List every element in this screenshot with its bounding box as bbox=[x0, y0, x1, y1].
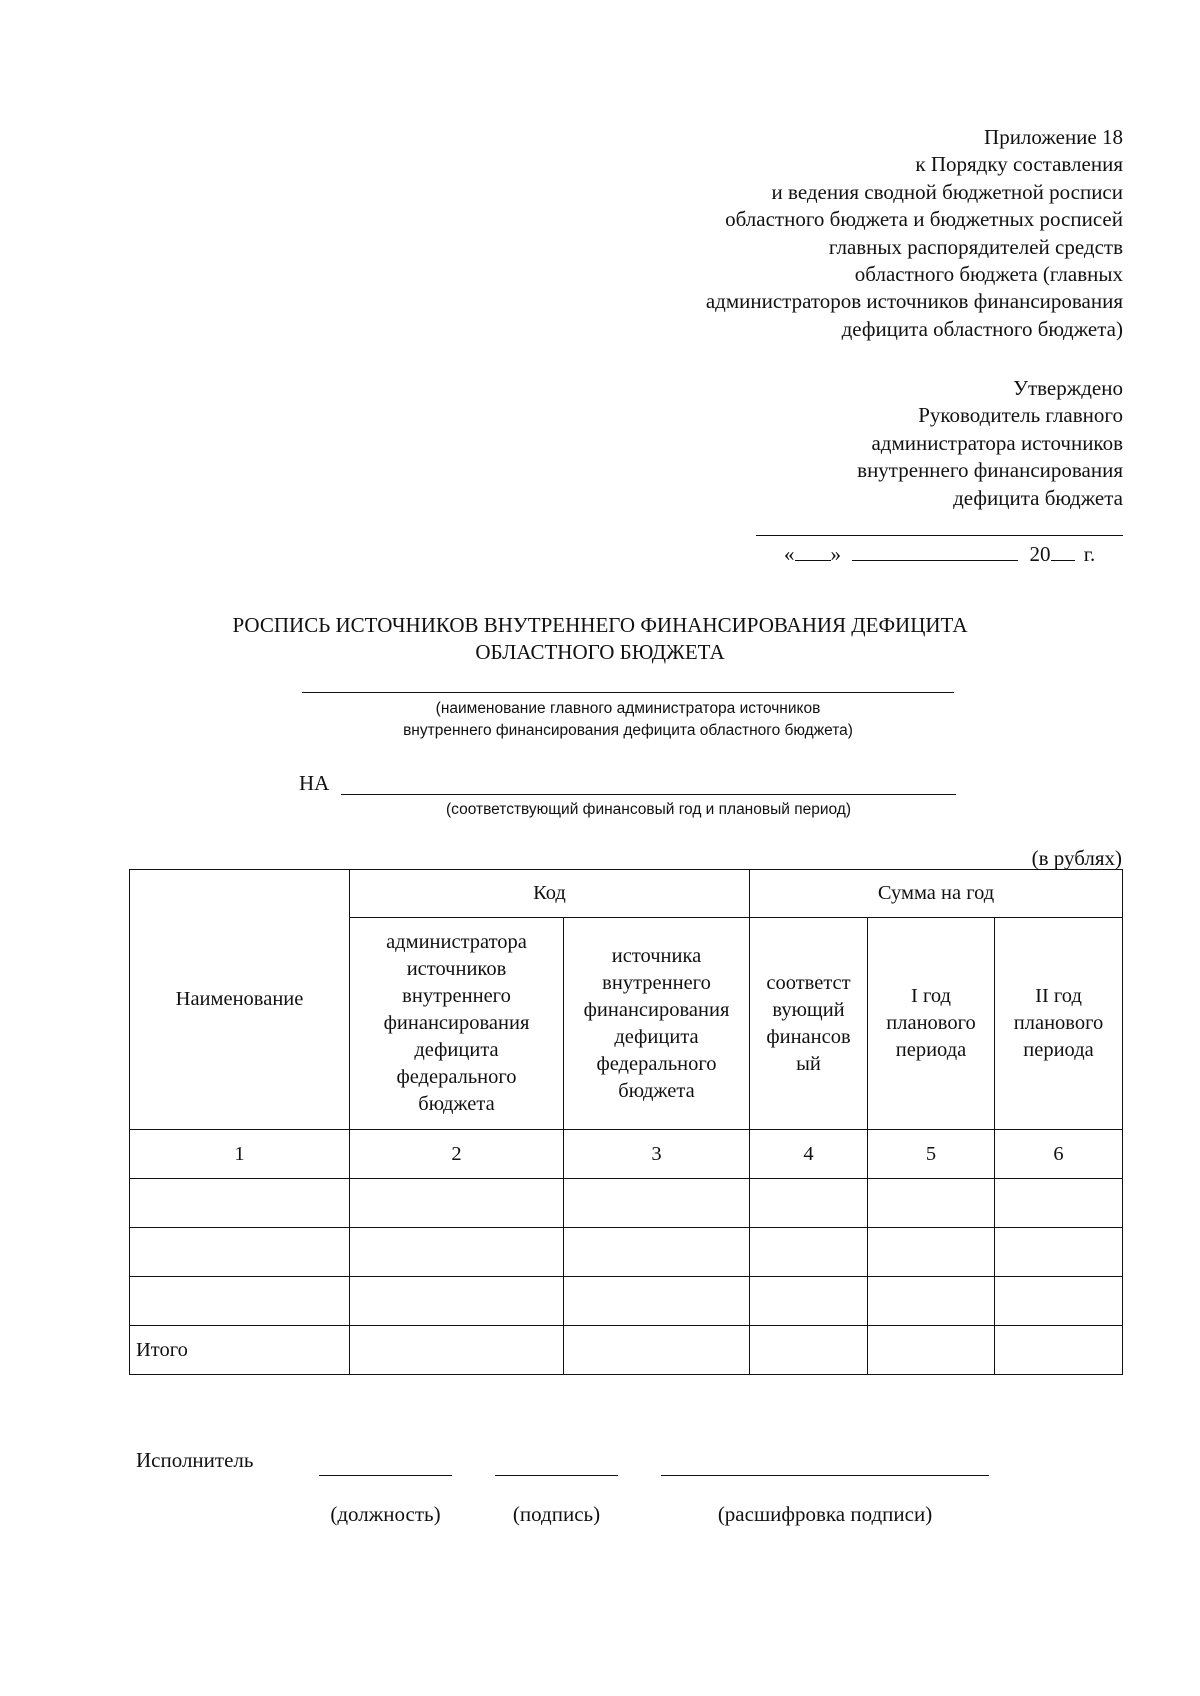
date-suffix: г. bbox=[1083, 542, 1096, 566]
budget-table bbox=[129, 869, 1123, 1375]
date-month-field[interactable] bbox=[852, 542, 1018, 561]
table-cell[interactable] bbox=[868, 1277, 995, 1326]
appendix-line: администраторов источников финансирования bbox=[705, 289, 1123, 314]
table-total-row bbox=[130, 1326, 1123, 1375]
table-cell[interactable] bbox=[350, 1228, 564, 1277]
table-cell[interactable] bbox=[564, 1277, 750, 1326]
sum-current-text: соответст вующий финансов ый bbox=[766, 971, 851, 1075]
approval-line: внутреннего финансирования bbox=[857, 458, 1123, 483]
table-cell[interactable] bbox=[868, 1326, 995, 1375]
table-row bbox=[130, 1228, 1123, 1277]
appendix-line: дефицита областного бюджета) bbox=[841, 316, 1123, 341]
header-sum-year2: II год планового периода bbox=[995, 918, 1123, 1130]
table-cell[interactable] bbox=[995, 1228, 1123, 1277]
appendix-line: областного бюджета (главных bbox=[854, 262, 1123, 287]
header-code-group: Код bbox=[350, 870, 750, 918]
date-year-prefix: 20 bbox=[1029, 542, 1051, 566]
total-label: Итого bbox=[130, 1326, 350, 1375]
period-prefix: НА bbox=[299, 771, 330, 795]
column-number: 6 bbox=[995, 1130, 1123, 1179]
table-row bbox=[130, 1277, 1123, 1326]
appendix-line: Приложение 18 bbox=[984, 125, 1123, 149]
date-quote-close: » bbox=[830, 542, 841, 566]
table-cell[interactable] bbox=[130, 1277, 350, 1326]
table-cell[interactable] bbox=[750, 1326, 868, 1375]
appendix-line: областного бюджета и бюджетных росписей bbox=[725, 207, 1123, 232]
table-cell[interactable] bbox=[350, 1277, 564, 1326]
date-quote-open: « bbox=[784, 542, 795, 566]
approval-line: Руководитель главного bbox=[918, 403, 1123, 428]
table-number-row bbox=[130, 1130, 1123, 1179]
approval-block bbox=[857, 375, 1123, 512]
approval-date bbox=[784, 540, 1095, 568]
column-number: 1 bbox=[130, 1130, 350, 1179]
administrator-name-field[interactable] bbox=[302, 692, 954, 693]
position-caption: (должность) bbox=[330, 1502, 441, 1526]
table-cell[interactable] bbox=[564, 1179, 750, 1228]
signature-decode-caption: (расшифровка подписи) bbox=[717, 1502, 933, 1526]
period-caption: (соответствующий финансовый год и плановый период) bbox=[446, 801, 851, 818]
appendix-line: к Порядку составления bbox=[915, 152, 1123, 177]
title-line: ОБЛАСТНОГО БЮДЖЕТА bbox=[475, 640, 725, 664]
table-cell[interactable] bbox=[564, 1228, 750, 1277]
approval-line: Утверждено bbox=[1013, 376, 1123, 400]
approver-signature-line[interactable] bbox=[756, 535, 1123, 536]
header-sum-group: Сумма на год bbox=[750, 870, 1123, 918]
appendix-line: и ведения сводной бюджетной росписи bbox=[771, 179, 1123, 204]
period-field[interactable] bbox=[341, 794, 956, 795]
table-cell[interactable] bbox=[995, 1277, 1123, 1326]
caption-line: внутреннего финансирования дефицита областного бюджета) bbox=[403, 722, 853, 739]
title-line: РОСПИСЬ ИСТОЧНИКОВ ВНУТРЕННЕГО ФИНАНСИРОВАНИЯ ДЕФИЦИТА bbox=[232, 613, 968, 637]
table-cell[interactable] bbox=[564, 1326, 750, 1375]
header-sum-current bbox=[750, 918, 868, 1130]
header-code-source: источника внутреннего финансирования дефицита федерального бюджета bbox=[564, 918, 750, 1130]
table-row bbox=[130, 1179, 1123, 1228]
table-cell[interactable] bbox=[750, 1228, 868, 1277]
table-cell[interactable] bbox=[868, 1228, 995, 1277]
table-cell[interactable] bbox=[750, 1179, 868, 1228]
units-label: (в рублях) bbox=[1031, 846, 1122, 870]
position-field[interactable] bbox=[319, 1475, 452, 1476]
table-cell[interactable] bbox=[995, 1179, 1123, 1228]
table-cell[interactable] bbox=[868, 1179, 995, 1228]
header-sum-year1: I год планового периода bbox=[868, 918, 995, 1130]
appendix-line: главных распорядителей средств bbox=[828, 234, 1123, 259]
signature-field[interactable] bbox=[495, 1475, 618, 1476]
column-number: 2 bbox=[350, 1130, 564, 1179]
document-title bbox=[0, 612, 1200, 666]
column-number: 3 bbox=[564, 1130, 750, 1179]
column-number: 4 bbox=[750, 1130, 868, 1179]
table-cell[interactable] bbox=[750, 1277, 868, 1326]
approval-line: дефицита бюджета bbox=[953, 485, 1123, 510]
column-number: 5 bbox=[868, 1130, 995, 1179]
date-day-field[interactable] bbox=[795, 542, 831, 561]
header-name: Наименование bbox=[130, 870, 350, 1130]
signature-decode-field[interactable] bbox=[661, 1475, 989, 1476]
table-cell[interactable] bbox=[350, 1179, 564, 1228]
table-cell[interactable] bbox=[995, 1326, 1123, 1375]
signature-caption: (подпись) bbox=[512, 1502, 601, 1526]
header-code-admin: администратора источников внутреннего финансирования дефицита федерального бюджета bbox=[350, 918, 564, 1130]
table-cell[interactable] bbox=[130, 1179, 350, 1228]
table-cell[interactable] bbox=[350, 1326, 564, 1375]
date-year-field[interactable] bbox=[1051, 542, 1075, 561]
caption-line: (наименование главного администратора источников bbox=[435, 700, 821, 717]
approval-line: администратора источников bbox=[871, 430, 1123, 455]
appendix-header bbox=[706, 124, 1123, 343]
table-cell[interactable] bbox=[130, 1228, 350, 1277]
table-header-row bbox=[130, 870, 1123, 918]
executor-label: Исполнитель bbox=[136, 1448, 254, 1472]
administrator-caption bbox=[300, 698, 956, 742]
